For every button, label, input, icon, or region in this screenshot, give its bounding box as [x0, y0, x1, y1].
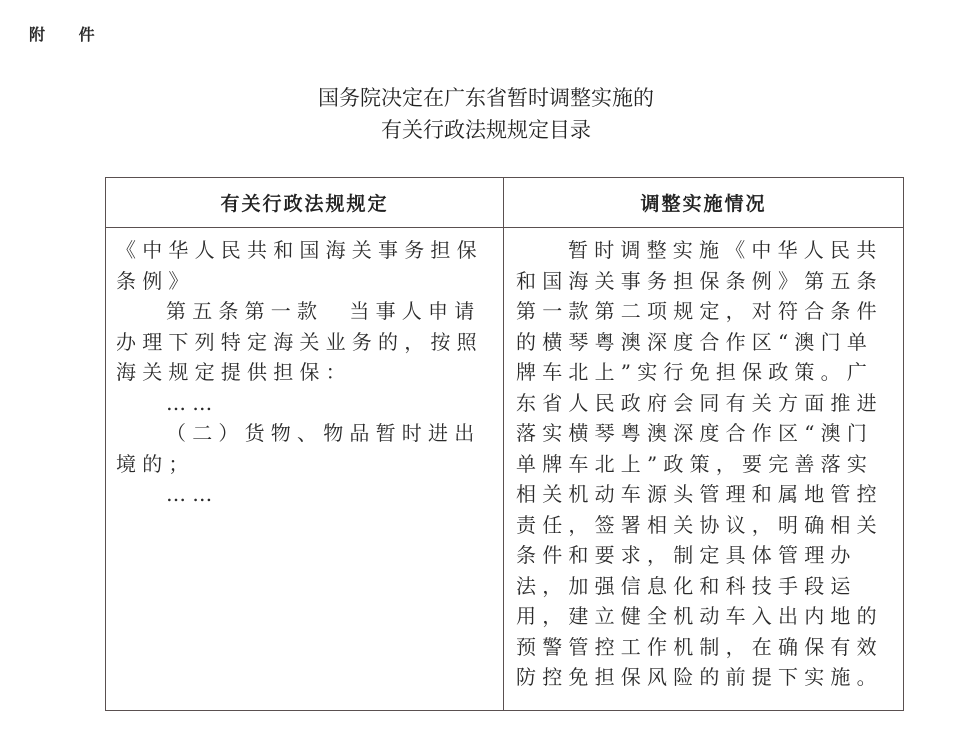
- regulation-item: （二）货物、物品暂时进出境的；: [116, 421, 481, 476]
- regulation-cell: [106, 228, 504, 711]
- regulation-clause: 第五条第一款 当事人申请办理下列特定海关业务的，按照海关规定提供担保：: [116, 299, 483, 384]
- ellipsis: ……: [166, 390, 219, 415]
- ellipsis: ……: [166, 482, 219, 506]
- document-title-line-1: 国务院决定在广东省暂时调整实施的: [318, 86, 654, 110]
- header-regulation: 有关行政法规规定: [106, 178, 504, 228]
- adjustment-text: 暂时调整实施《中华人民共和国海关事务担保条例》第五条第一款第二项规定，对符合条件的横琴粤澳深度合作区“澳门单牌车北上”实行免担保政策。广东省人民政府会同有关方面推进落实横琴粤澳深度合作区“澳门单牌车北上”政策，要完善落实相关机动车源头管理和属地管控责任，签署相关协议，明确相关条件和要求，制定具体管理办法，加强信息化和科技手段运用，建立健全机动车入出内地的预警管控工作机制，在确保有效防控免担保风险的前提下实施。: [516, 238, 883, 689]
- regulation-name: 《中华人民共和国海关事务担保条例》: [116, 238, 483, 293]
- regulation-table: [105, 177, 904, 711]
- header-adjustment: 调整实施情况: [504, 178, 904, 228]
- document-title-line-2: 有关行政法规规定目录: [381, 118, 591, 142]
- annex-label: 附 件: [29, 25, 109, 44]
- adjustment-cell: [504, 228, 904, 711]
- table-header-row: [106, 178, 904, 228]
- table-row: [106, 228, 904, 711]
